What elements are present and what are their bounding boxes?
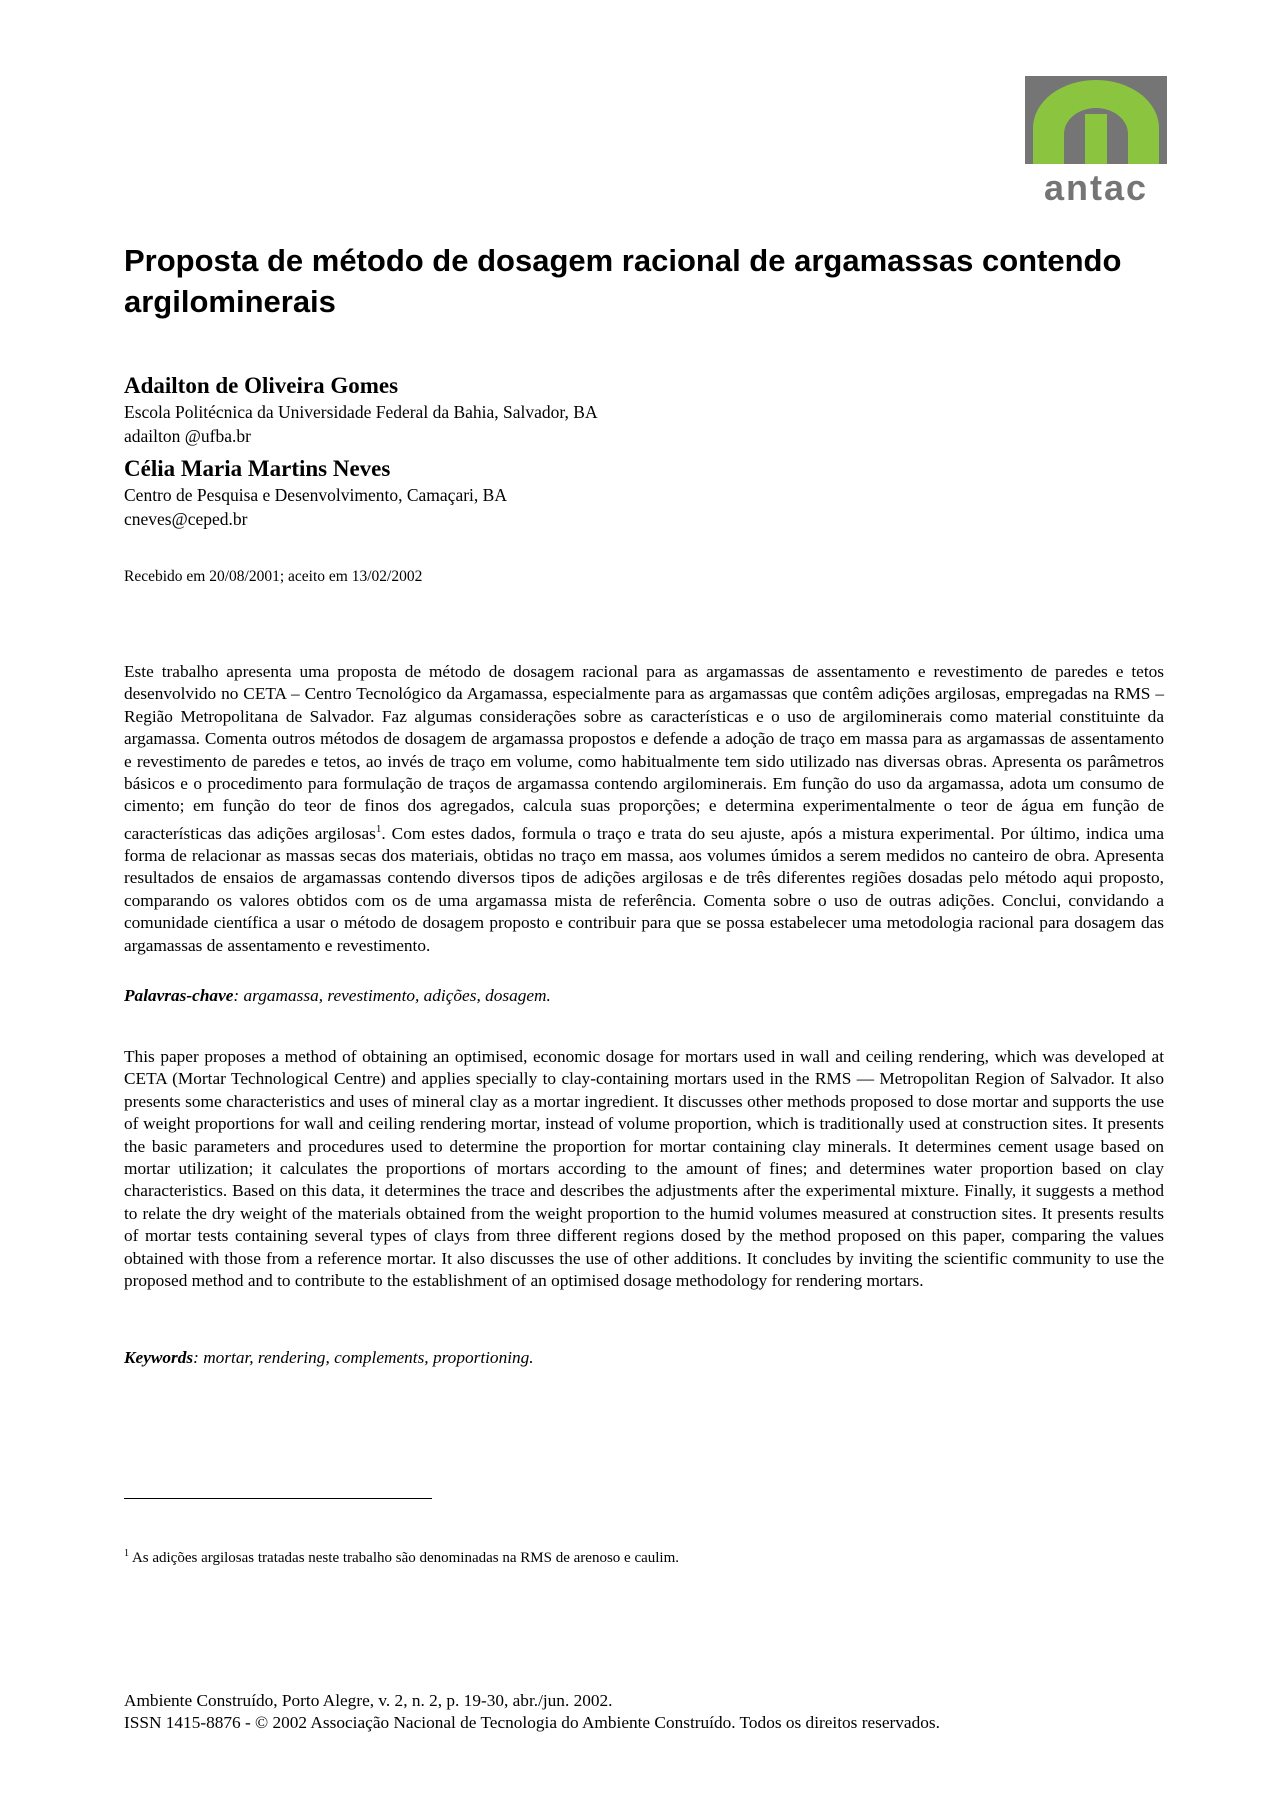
keywords-list: : mortar, rendering, complements, proportioning. xyxy=(193,1348,534,1367)
author-affiliation: Escola Politécnica da Universidade Federal da Bahia, Salvador, BA xyxy=(124,402,598,422)
keywords-label: Keywords xyxy=(124,1348,194,1367)
keywords-list: : argamassa, revestimento, adições, dosagem. xyxy=(233,986,551,1005)
abstract-portuguese xyxy=(124,661,1164,957)
keywords-portuguese xyxy=(124,986,551,1006)
author-name: Célia Maria Martins Neves xyxy=(124,456,391,481)
received-date: Recebido em 20/08/2001; aceito em 13/02/2002 xyxy=(124,568,423,585)
abstract-text: . Com estes dados, formula o traço e trata do seu ajuste, após a mistura experimental. Por último, indica uma forma de relacionar as massas secas dos materiais, obtidas no traço em massa, aos volumes úmidos a serem medidos no canteiro de obra. Apresenta resultados de ensaios de argamassas contendo diversos tipos de adições argilosas e de três diferentes regiões dosadas pelo método aqui proposto, comparando os valores obtidos com os de uma argamassa mista de referência. Comenta sobre o uso de outras adições. Conclui, convidando a comunidade científica a usar o método de dosagem proposto e contribuir para que se possa estabelecer uma metodologia racional para dosagem das argamassas de assentamento e revestimento. xyxy=(124,823,1164,955)
journal-copyright: ISSN 1415-8876 - © 2002 Associação Nacional de Tecnologia do Ambiente Construído. Todos os direitos reservados. xyxy=(124,1713,940,1732)
author-block xyxy=(124,372,1024,448)
journal-citation: Ambiente Construído, Porto Alegre, v. 2, n. 2, p. 19-30, abr./jun. 2002. xyxy=(124,1691,613,1710)
journal-info xyxy=(124,1690,940,1734)
antac-logo xyxy=(1025,76,1167,206)
footnote-marker: 1 xyxy=(375,822,382,835)
footnote-number: 1 xyxy=(124,1548,129,1559)
paper-title: Proposta de método de dosagem racional de argamassas contendo argilominerais xyxy=(124,243,1122,319)
footnote xyxy=(124,1548,679,1567)
author-email: adailton @ufba.br xyxy=(124,426,251,446)
abstract-text: Este trabalho apresenta uma proposta de método de dosagem racional para as argamassas de assentamento e revestimento de paredes e tetos desenvolvido no CETA – Centro Tecnológico da Argamassa, especialmente para as argamassas que contêm adições argilosas, empregadas na RMS – Região Metropolitana de Salvador. Faz algumas considerações sobre as características e o uso de argilominerais como material constituinte da argamassa. Comenta outros métodos de dosagem de argamassa propostos e defende a adoção de traço em massa para as argamassas de assentamento e revestimento de paredes e tetos, ao invés de traço em volume, como habitualmente tem sido utilizado nas diversas obras. Apresenta os parâmetros básicos e o procedimento para formulação de traços de argamassa contendo argilominerais. Em função do uso da argamassa, adota um consumo de cimento; em função do teor de finos dos agregados, calcula suas proporções; e determina experimentalmente o teor de água em função de características das adições argilosas xyxy=(124,662,1164,843)
antac-arch-emblem xyxy=(1025,76,1167,164)
antac-wordmark: antac xyxy=(1043,167,1149,208)
footnote-divider xyxy=(124,1498,432,1499)
keywords-label: Palavras-chave xyxy=(124,986,234,1005)
abstract-english: This paper proposes a method of obtaining an optimised, economic dosage for mortars used in wall and ceiling rendering, which was developed at CETA (Mortar Technological Centre) and applies specially to clay-containing mortars used in the RMS — Metropolitan Region of Salvador. It also presents some characteristics and uses of mineral clay as a mortar ingredient. It discusses other methods proposed to dose mortar and supports the use of weight proportions for wall and ceiling rendering mortar, instead of volume proportion, which is traditionally used at construction sites. It presents the basic parameters and procedures used to determine the proportion for mortar containing clay minerals. It determines cement usage based on mortar utilization; it calculates the proportions of mortars according to the amount of fines; and determines water proportion based on clay characteristics. Based on this data, it determines the trace and describes the adjustments after the experimental mixture. Finally, it suggests a method to relate the dry weight of the materials obtained from the weight proportion to the humid volumes measured at construction sites. It presents results of mortar tests containing several types of clays from three different regions dosed by the method proposed on this paper, comparing the values obtained with those from a reference mortar. It also discusses the use of other additions. It concludes by inviting the scientific community to use the proposed method and to contribute to the establishment of an optimised dosage methodology for rendering mortars. xyxy=(124,1047,1164,1291)
author-affiliation: Centro de Pesquisa e Desenvolvimento, Camaçari, BA xyxy=(124,485,507,505)
author-block xyxy=(124,455,1024,531)
footnote-text: As adições argilosas tratadas neste trabalho são denominadas na RMS de arenoso e caulim. xyxy=(131,1550,680,1566)
keywords-english xyxy=(124,1348,534,1368)
author-name: Adailton de Oliveira Gomes xyxy=(124,373,399,398)
author-email: cneves@ceped.br xyxy=(124,509,248,529)
